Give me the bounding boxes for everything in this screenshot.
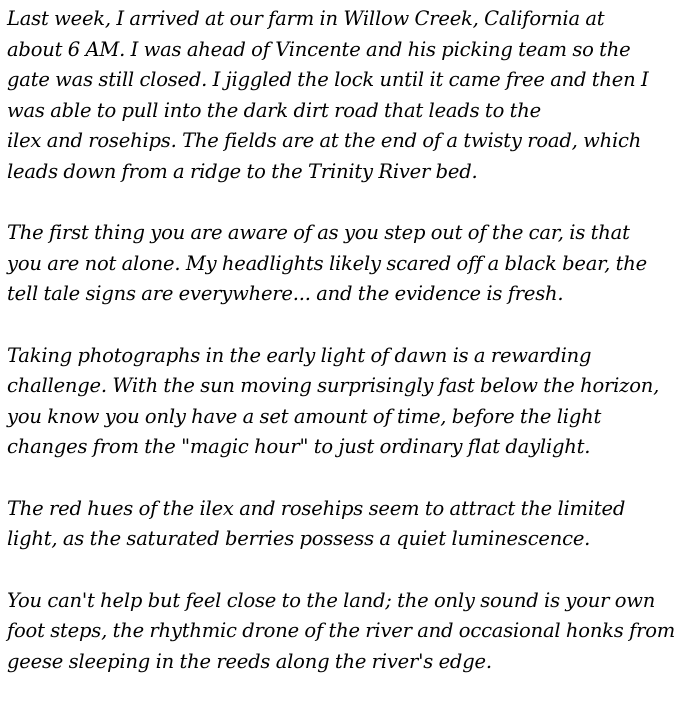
paragraph-photography bbox=[7, 341, 678, 463]
text-line: you are not alone. My headlights likely scared off a black bear, the bbox=[7, 251, 647, 275]
text-line: you know you only have a set amount of time, before the light bbox=[7, 404, 602, 428]
paragraph-hues bbox=[7, 494, 678, 555]
text-line: about 6 AM. I was ahead of Vincente and his picking team so the bbox=[7, 37, 631, 61]
paragraph-bear bbox=[7, 218, 678, 310]
text-line: gate was still closed. I jiggled the lock until it came free and then I bbox=[7, 68, 649, 91]
text-line: foot steps, the rhythmic drone of the river and occasional honks from bbox=[7, 619, 676, 642]
text-line: tell tale signs are everywhere... and the evidence is fresh. bbox=[7, 282, 564, 305]
text-line: Last week, I arrived at our farm in Willow Creek, California at bbox=[7, 7, 605, 30]
paragraph-arrival bbox=[7, 4, 678, 187]
text-line: ilex and rosehips. The fields are at the end of a twisty road, which bbox=[7, 129, 642, 152]
text-line: Taking photographs in the early light of dawn is a rewarding bbox=[7, 343, 592, 367]
text-line: challenge. With the sun moving surprisingly fast below the horizon, bbox=[7, 374, 660, 397]
text-line: The first thing you are aware of as you step out of the car, is that bbox=[7, 221, 630, 244]
text-line: light, as the saturated berries possess a quiet luminescence. bbox=[7, 527, 591, 550]
document-body bbox=[7, 4, 678, 708]
text-line: You can't help but feel close to the land; the only sound is your own bbox=[7, 588, 656, 612]
paragraph-land bbox=[7, 586, 678, 678]
text-line: geese sleeping in the reeds along the river's edge. bbox=[7, 649, 492, 673]
text-line: leads down from a ridge to the Trinity River bed. bbox=[7, 159, 478, 183]
text-line: changes from the "magic hour" to just ordinary flat daylight. bbox=[7, 435, 591, 458]
text-line: was able to pull into the dark dirt road that leads to the bbox=[7, 98, 541, 122]
text-line: The red hues of the ilex and rosehips seem to attract the limited bbox=[7, 496, 626, 520]
